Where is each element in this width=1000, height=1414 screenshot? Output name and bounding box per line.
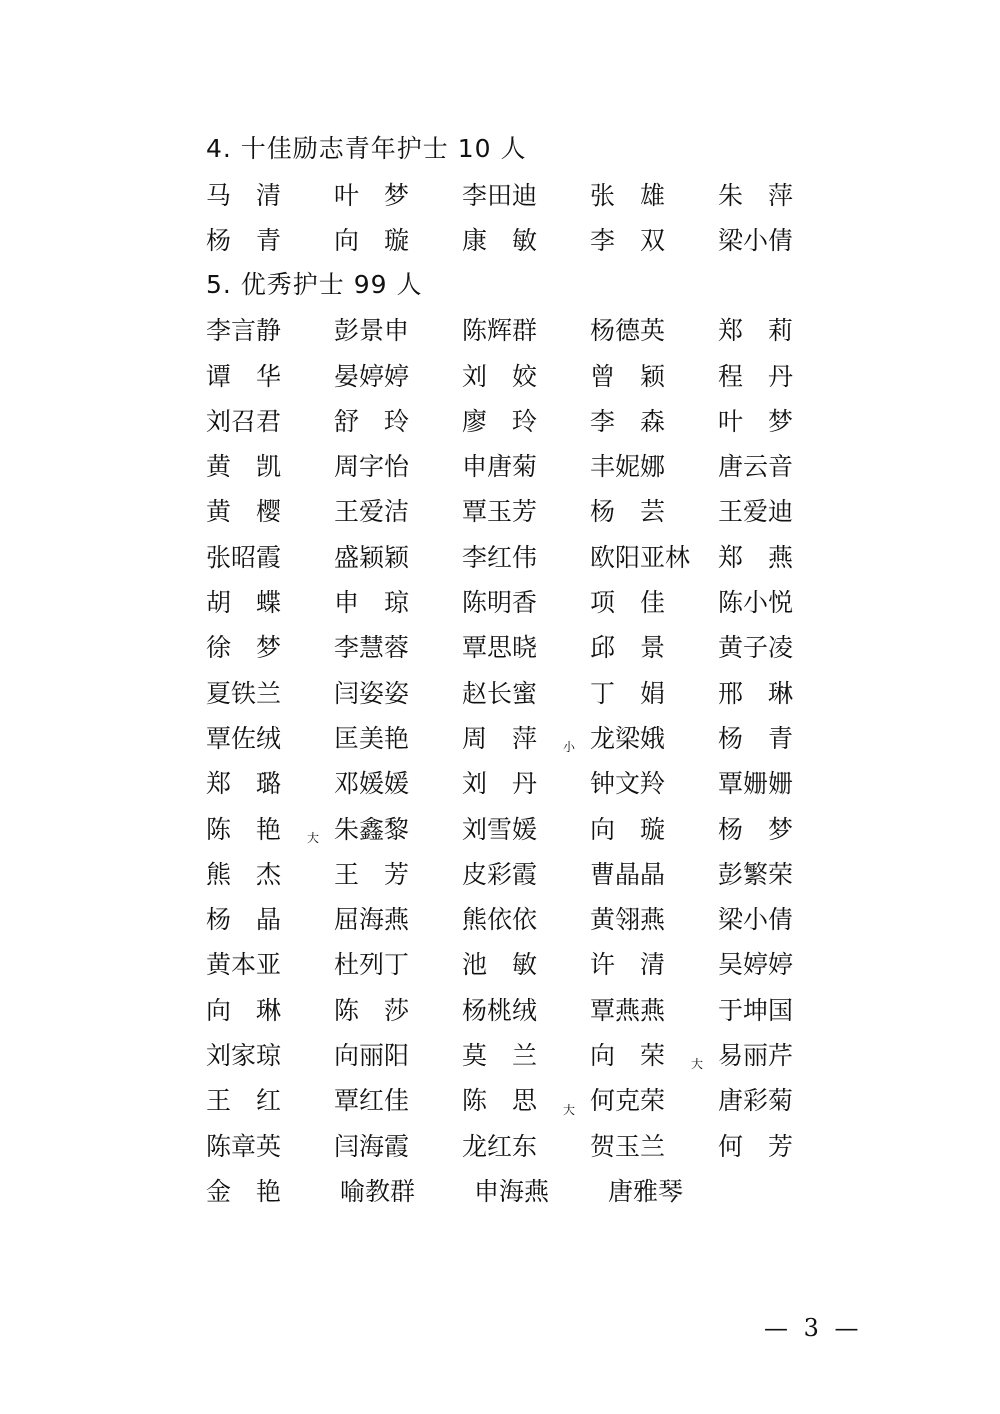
nurse-name [462,764,590,800]
nurse-name [608,1172,742,1208]
nurse-name [718,1081,846,1117]
nurse-name [340,1172,474,1208]
nurse-name-text: 匡美艳 [334,723,410,753]
nurse-name [206,583,334,619]
nurse-name-text: 邓媛媛 [334,769,410,799]
nurse-name [334,447,462,483]
nurse-name-text: 张雄 [590,180,691,210]
nurse-name-text: 何克荣 [590,1086,666,1116]
nurse-name [462,945,590,981]
nurse-name [462,991,590,1027]
nurse-name-text: 郑璐 [206,769,307,799]
nurse-name-text: 于坤国 [718,995,794,1025]
nurse-name-text: 向璇 [590,814,691,844]
nurse-name-text: 丰妮娜 [590,452,666,482]
nurse-name-text: 熊依依 [462,905,538,935]
nurse-name [718,674,846,710]
nurse-name [590,1127,718,1163]
nurse-name-text: 王爱迪 [718,497,794,527]
nurse-name-text: 邱景 [590,633,691,663]
nurse-name-text: 陈明香 [462,588,538,618]
nurse-name [590,583,718,619]
nurse-name-text: 朱鑫黎 [334,814,410,844]
nurse-name-text: 杨梦 [718,814,819,844]
nurse-name [206,719,334,755]
nurse-name-text: 熊杰 [206,859,307,889]
nurse-name-text: 赵长蜜 [462,678,538,708]
nurse-name-text: 覃佐绒 [206,723,282,753]
nurse-name-text: 郑燕 [718,542,819,572]
nurse-name-text: 康敏 [462,225,563,255]
nurse-name-text: 叶梦 [718,406,819,436]
nurse-name [462,583,590,619]
nurse-name-text: 陈小悦 [718,588,794,618]
name-row [206,1031,846,1076]
nurse-name-text: 唐云音 [718,452,794,482]
nurse-name-text: 金艳 [206,1176,307,1206]
nurse-name-text: 吴婷婷 [718,950,794,980]
nurse-name [334,900,462,936]
nurse-name-text: 张昭霞 [206,542,282,572]
document-body [206,126,846,1213]
nurse-name [718,764,846,800]
nurse-name [462,311,590,347]
nurse-name [334,221,462,257]
nurse-name [462,674,590,710]
nurse-name [590,1036,718,1072]
nurse-name-text: 李双 [590,225,691,255]
nurse-name [590,674,718,710]
nurse-name-text: 李言静 [206,316,282,346]
nurse-name-text: 喻教群 [340,1176,416,1206]
nurse-name [590,538,718,574]
nurse-name-text: 唐雅琴 [608,1176,684,1206]
nurse-name [462,176,590,212]
nurse-name-text: 项佳 [590,588,691,618]
nurse-name [334,1036,462,1072]
nurse-name-text: 杨桃绒 [462,995,538,1025]
nurse-name-text: 黄子凌 [718,633,794,663]
section-heading: 5. 优秀护士 99 人 [206,269,423,299]
nurse-name [462,719,590,755]
name-row [206,1122,846,1167]
name-row [206,850,846,895]
nurse-name-text: 向琳 [206,995,307,1025]
nurse-name-text: 皮彩霞 [462,859,538,889]
section-heading: 4. 十佳励志青年护士 10 人 [206,134,527,163]
nurse-name [206,492,334,528]
nurse-name-text: 向丽阳 [334,1040,410,1070]
nurse-name-text: 杨晶 [206,905,307,935]
name-row [206,216,846,261]
nurse-name [590,1081,718,1117]
nurse-name [590,855,718,891]
nurse-name-text: 刘家琼 [206,1040,282,1070]
nurse-name [590,221,718,257]
nurse-name [206,221,334,257]
nurse-name [334,492,462,528]
nurse-name [462,538,590,574]
nurse-name [206,764,334,800]
nurse-name-text: 申海燕 [474,1176,550,1206]
nurse-name-text: 唐彩菊 [718,1086,794,1116]
nurse-name [718,357,846,393]
nurse-name [590,311,718,347]
nurse-name-text: 杨青 [206,225,307,255]
nurse-name-text: 李森 [590,406,691,436]
nurse-name-text: 屈海燕 [334,905,410,935]
nurse-name [718,945,846,981]
nurse-name-text: 马清 [206,180,307,210]
nurse-name [718,538,846,574]
nurse-name [718,221,846,257]
nurse-name [334,1127,462,1163]
nurse-name [206,945,334,981]
nurse-name-text: 龙红东 [462,1131,538,1161]
nurse-name-text: 叶梦 [334,180,435,210]
nurse-name [590,764,718,800]
nurse-name [334,855,462,891]
name-row [206,1167,846,1212]
nurse-name [718,1127,846,1163]
name-row [206,442,846,487]
nurse-name [206,900,334,936]
nurse-name [206,991,334,1027]
name-row [206,805,846,850]
nurse-name [718,492,846,528]
nurse-name-text: 盛颖颖 [334,542,410,572]
nurse-name [590,900,718,936]
nurse-name-text: 胡蝶 [206,588,307,618]
nurse-name-text: 李慧蓉 [334,633,410,663]
nurse-name [334,357,462,393]
nurse-name [334,991,462,1027]
nurse-name-text: 曹晶晶 [590,859,666,889]
name-row [206,895,846,940]
nurse-name [590,176,718,212]
nurse-name [590,357,718,393]
nurse-name [590,402,718,438]
name-row [206,397,846,442]
nurse-name [334,764,462,800]
nurse-name [718,176,846,212]
nurse-name-text: 杨德英 [590,316,666,346]
nurse-name [334,810,462,846]
nurse-name-text: 闫海霞 [334,1131,410,1161]
nurse-name-text: 邢琳 [718,678,819,708]
nurse-name [590,719,718,755]
nurse-name [334,628,462,664]
nurse-name-text: 陈莎 [334,995,435,1025]
nurse-name-text: 向荣 [590,1040,691,1070]
nurse-name [334,538,462,574]
nurse-name-text: 谭华 [206,361,307,391]
nurse-name [206,447,334,483]
nurse-name [334,176,462,212]
nurse-name-text: 向璇 [334,225,435,255]
nurse-name [718,628,846,664]
name-subscript: 小 [563,740,576,755]
nurse-name [206,402,334,438]
nurse-name-text: 杨芸 [590,497,691,527]
name-row [206,760,846,805]
nurse-name [206,674,334,710]
nurse-name [334,719,462,755]
name-subscript: 大 [307,831,320,845]
nurse-name-text: 刘姣 [462,361,563,391]
nurse-name [206,176,334,212]
nurse-name [206,810,334,846]
nurse-name [206,628,334,664]
nurse-name-text: 钟文羚 [590,769,666,799]
nurse-name [334,945,462,981]
nurse-name-text: 覃姗姗 [718,769,794,799]
nurse-name-text: 杜列丁 [334,950,410,980]
nurse-name-text: 刘丹 [462,769,563,799]
name-subscript: 大 [691,1057,704,1072]
nurse-name-text: 刘雪媛 [462,814,538,844]
nurse-name-text: 朱萍 [718,180,819,210]
nurse-name [474,1172,608,1208]
nurse-name-text: 王红 [206,1086,307,1116]
nurse-name-text: 刘召君 [206,406,282,436]
nurse-name-text: 王芳 [334,859,435,889]
nurse-name [462,357,590,393]
nurse-name-text: 申琼 [334,588,435,618]
nurse-name-text: 申唐菊 [462,452,538,482]
name-row [206,307,846,352]
nurse-name [590,810,718,846]
nurse-name-text: 贺玉兰 [590,1131,666,1161]
nurse-name-text: 池敏 [462,950,563,980]
nurse-name [590,991,718,1027]
nurse-name [718,855,846,891]
nurse-name [206,1036,334,1072]
nurse-name-text: 周字怡 [334,452,410,482]
nurse-name-text: 陈章英 [206,1131,282,1161]
nurse-name [206,357,334,393]
nurse-name-text: 舒玲 [334,406,435,436]
nurse-name-text: 覃红佳 [334,1086,410,1116]
nurse-name-text: 陈思 [462,1086,563,1116]
nurse-name [718,311,846,347]
nurse-name-text: 黄翎燕 [590,905,666,935]
nurse-name-text: 夏铁兰 [206,678,282,708]
name-row [206,986,846,1031]
nurse-name-text: 何芳 [718,1131,819,1161]
name-row [206,352,846,397]
nurse-name-text: 许清 [590,950,691,980]
nurse-name-text: 覃玉芳 [462,497,538,527]
nurse-name [334,402,462,438]
nurse-name [206,311,334,347]
nurse-name [718,900,846,936]
nurse-name [590,628,718,664]
name-row [206,578,846,623]
nurse-name-text: 黄樱 [206,497,307,527]
nurse-name-text: 覃思晓 [462,633,538,663]
nurse-name [462,1127,590,1163]
nurse-name-text: 程丹 [718,361,819,391]
name-row [206,941,846,986]
nurse-name [462,855,590,891]
name-row [206,171,846,216]
nurse-name-text: 曾颖 [590,361,691,391]
nurse-name-text: 周萍 [462,723,563,753]
nurse-name [590,945,718,981]
nurse-name [718,991,846,1027]
name-row [206,1077,846,1122]
nurse-name-text: 徐梦 [206,633,307,663]
nurse-name-text: 易丽芹 [718,1040,794,1070]
nurse-name [462,221,590,257]
name-row [206,624,846,669]
nurse-name [462,810,590,846]
nurse-name [718,810,846,846]
nurse-name [334,1081,462,1117]
nurse-name [334,674,462,710]
nurse-name [462,1036,590,1072]
nurse-name-text: 陈艳 [206,814,307,844]
nurse-name-text: 黄凯 [206,452,307,482]
name-row [206,533,846,578]
nurse-name-text: 欧阳亚林 [590,542,691,572]
nurse-name [334,311,462,347]
nurse-name [334,583,462,619]
nurse-name [718,447,846,483]
nurse-name-text: 郑莉 [718,316,819,346]
nurse-name-text: 丁娟 [590,678,691,708]
nurse-name [590,447,718,483]
nurse-name-text: 黄本亚 [206,950,282,980]
page-number: — 3 — [764,1314,863,1342]
name-row [206,488,846,533]
nurse-name-text: 李红伟 [462,542,538,572]
nurse-name-text: 莫兰 [462,1040,563,1070]
nurse-name [462,492,590,528]
nurse-name [206,1172,340,1208]
nurse-name-text: 覃燕燕 [590,995,666,1025]
nurse-name-text: 李田迪 [462,180,538,210]
nurse-name [718,402,846,438]
nurse-name [718,719,846,755]
nurse-name [206,1127,334,1163]
nurse-name-text: 王爱洁 [334,497,410,527]
nurse-name-text: 杨青 [718,723,819,753]
nurse-name [718,583,846,619]
nurse-name [462,447,590,483]
nurse-name [462,402,590,438]
nurse-name-text: 陈辉群 [462,316,538,346]
name-row [206,669,846,714]
nurse-name [462,1081,590,1117]
nurse-name [206,855,334,891]
name-subscript: 大 [563,1102,576,1117]
nurse-name-text: 廖玲 [462,406,563,436]
nurse-name-text: 晏婷婷 [334,361,410,391]
nurse-name-text: 彭景申 [334,316,410,346]
nurse-name-text: 闫姿姿 [334,678,410,708]
nurse-name [590,492,718,528]
nurse-name-text: 梁小倩 [718,225,794,255]
name-row [206,714,846,759]
nurse-name [462,628,590,664]
nurse-name-text: 彭繁荣 [718,859,794,889]
nurse-name [718,1036,846,1072]
nurse-name [206,538,334,574]
nurse-name-text: 龙梁娥 [590,723,666,753]
nurse-name [206,1081,334,1117]
nurse-name [462,900,590,936]
nurse-name-text: 梁小倩 [718,905,794,935]
